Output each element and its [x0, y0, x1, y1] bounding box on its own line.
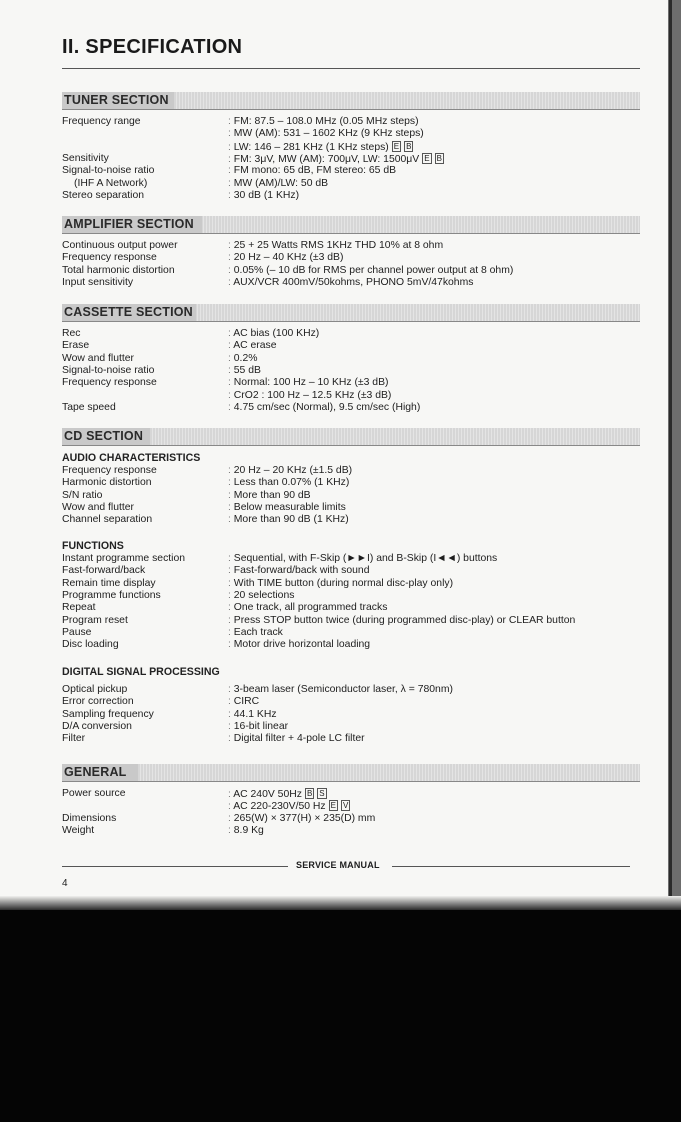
spec-key: Wow and flutter — [62, 352, 134, 364]
region-badge: B — [306, 789, 313, 798]
spec-key: Stereo separation — [62, 189, 145, 201]
spec-value-text: FM: 87.5 – 108.0 MHz (0.05 MHz steps) — [233, 116, 419, 127]
spec-key: Repeat — [62, 602, 96, 614]
spec-value-text: 20 selections — [233, 589, 295, 601]
spec-value-text: 25 + 25 Watts RMS 1KHz THD 10% at 8 ohm — [233, 240, 444, 251]
footer-rule-right — [392, 866, 630, 867]
spec-value-text: Below measurable limits — [233, 501, 346, 513]
spec-key: Signal-to-noise ratio — [62, 165, 155, 177]
spec-value — [228, 709, 277, 721]
spec-key: Tape speed — [62, 401, 116, 413]
tuner-section-header — [62, 92, 640, 110]
spec-value-text: AC 240V 50Hz — [233, 789, 302, 800]
spec-value-text: Normal: 100 Hz – 10 KHz (±3 dB) — [233, 377, 389, 389]
spec-value-text: More than 90 dB (1 KHz) — [233, 514, 349, 526]
region-badge: B — [406, 141, 412, 151]
spec-value — [228, 490, 311, 502]
spec-value — [228, 340, 277, 352]
region-badge: E — [393, 141, 400, 151]
spec-value — [228, 240, 443, 252]
spec-value — [228, 813, 375, 825]
amplifier-section-header — [62, 216, 640, 234]
spec-key: Remain time display — [62, 577, 156, 589]
spec-value — [228, 116, 419, 128]
spec-key: Pause — [62, 626, 92, 638]
spec-value — [228, 265, 513, 277]
spec-key: Input sensitivity — [62, 276, 134, 288]
spec-value — [228, 353, 257, 365]
spec-value-text: Press STOP button twice (during programmed disc-play) or CLEAR button — [233, 614, 576, 626]
spec-key: Sensitivity — [62, 152, 109, 164]
spec-value — [228, 684, 453, 696]
spec-key: Dimensions — [62, 812, 117, 824]
spec-key: Instant programme section — [62, 553, 186, 564]
cassette-section-label: CASSETTE SECTION — [64, 305, 193, 319]
spec-key: (IHF A Network) — [74, 177, 148, 189]
spec-value-text: 44.1 KHz — [233, 708, 277, 720]
spec-key: Sampling frequency — [62, 708, 154, 720]
spec-value-text: CrO2 : 100 Hz – 12.5 KHz (±3 dB) — [233, 389, 392, 401]
tuner-section-label: TUNER SECTION — [64, 93, 169, 107]
spec-key: Frequency response — [62, 252, 157, 264]
region-badge: S — [319, 789, 325, 798]
spec-value — [228, 190, 299, 202]
audio-characteristics-heading: AUDIO CHARACTERISTICS — [62, 452, 201, 464]
spec-value — [228, 365, 261, 377]
spec-value — [228, 721, 288, 733]
spec-value-text: Fast-forward/back with sound — [233, 565, 370, 577]
spec-value-text: FM: 3μV, MW (AM): 700μV, LW: 1500μV — [233, 153, 420, 165]
dsp-heading: DIGITAL SIGNAL PROCESSING — [62, 666, 220, 678]
spec-value — [228, 390, 391, 402]
page-edge-line — [669, 0, 672, 910]
spec-key: Channel separation — [62, 514, 153, 526]
spec-value-text: 20 Hz – 20 KHz (±1.5 dB) — [233, 465, 353, 476]
spec-value — [228, 696, 259, 708]
footer-rule-left — [62, 866, 288, 867]
spec-value-text: 4.75 cm/sec (Normal), 9.5 cm/sec (High) — [233, 401, 421, 413]
spec-value-text: AC bias (100 KHz) — [233, 328, 320, 339]
spec-key: Power source — [62, 788, 126, 799]
general-section-label: GENERAL — [64, 765, 127, 779]
spec-key: D/A conversion — [62, 720, 132, 732]
spec-value-text: 20 Hz – 40 KHz (±3 dB) — [233, 252, 344, 264]
spec-value-text: 30 dB (1 KHz) — [233, 189, 300, 201]
spec-value-text: With TIME button (during normal disc-play only) — [233, 577, 454, 589]
spec-key: Frequency response — [62, 377, 157, 389]
spec-key: Frequency response — [62, 465, 157, 476]
spec-value — [228, 733, 365, 745]
spec-key: Signal-to-noise ratio — [62, 364, 155, 376]
page-title: II. SPECIFICATION — [62, 36, 243, 58]
spec-key: Program reset — [62, 614, 128, 626]
spec-value — [228, 328, 319, 340]
spec-value — [228, 639, 370, 651]
amplifier-section-label: AMPLIFIER SECTION — [64, 217, 194, 231]
spec-value-text: AC 220-230V/50 Hz — [233, 801, 326, 813]
spec-value — [228, 578, 453, 590]
cd-section-header — [62, 428, 640, 446]
spec-key: Harmonic distortion — [62, 477, 152, 489]
spec-value — [228, 141, 413, 154]
spec-value — [228, 627, 283, 639]
spec-value — [228, 153, 444, 166]
region-badge: E — [424, 153, 430, 163]
spec-value — [228, 615, 575, 627]
spec-value-text: 16-bit linear — [233, 720, 289, 732]
spec-key: S/N ratio — [62, 489, 103, 501]
spec-value — [228, 502, 346, 514]
spec-value — [228, 788, 327, 801]
spec-value-text: Motor drive horizontal loading — [233, 639, 371, 651]
spec-value — [228, 590, 294, 602]
spec-value — [228, 165, 396, 177]
spec-value — [228, 514, 349, 526]
region-badge: E — [330, 801, 336, 811]
cassette-section-header — [62, 304, 640, 322]
functions-heading: FUNCTIONS — [62, 540, 124, 552]
spec-value — [228, 553, 497, 565]
spec-value-text: Digital filter + 4-pole LC filter — [233, 733, 365, 745]
spec-key: Frequency range — [62, 116, 141, 127]
spec-key: Filter — [62, 733, 86, 745]
spec-value — [228, 178, 328, 190]
spec-value-text: 3-beam laser (Semiconductor laser, λ = 780nm) — [233, 684, 453, 695]
spec-value-text: LW: 146 – 281 KHz (1 KHz steps) — [233, 141, 389, 153]
spec-value-text: 55 dB — [233, 364, 261, 376]
region-badge: V — [342, 801, 349, 811]
spec-value — [228, 825, 264, 837]
spec-value-text: AC erase — [233, 340, 277, 352]
spec-value-text: 0.05% (– 10 dB for RMS per channel power output at 8 ohm) — [233, 264, 514, 276]
footer-text: SERVICE MANUAL — [296, 860, 380, 870]
spec-value-text: FM mono: 65 dB, FM stereo: 65 dB — [233, 165, 397, 177]
spec-value — [228, 402, 420, 414]
cd-section-label: CD SECTION — [64, 429, 144, 443]
spec-key: Erase — [62, 340, 90, 352]
spec-key: Error correction — [62, 696, 134, 708]
page-number: 4 — [62, 878, 68, 889]
spec-value-text: AUX/VCR 400mV/50kohms, PHONO 5mV/47kohms — [233, 276, 474, 288]
spec-value-text: One track, all programmed tracks — [233, 602, 388, 614]
spec-value — [228, 465, 352, 477]
spec-key: Total harmonic distortion — [62, 264, 175, 276]
region-badge: B — [436, 153, 442, 163]
spec-value — [228, 252, 343, 264]
spec-value-text: Sequential, with F-Skip (►►I) and B-Skip (I◄◄) buttons — [233, 553, 498, 564]
title-rule — [62, 68, 640, 69]
spec-value — [228, 277, 473, 289]
spec-key: Programme functions — [62, 589, 161, 601]
spec-key: Fast-forward/back — [62, 565, 146, 577]
spec-value-text: CIRC — [233, 696, 260, 708]
spec-key: Optical pickup — [62, 684, 128, 695]
spec-key: Rec — [62, 328, 81, 339]
spec-value — [228, 565, 370, 577]
scan-background — [0, 910, 681, 1122]
spec-value — [228, 602, 387, 614]
scan-fade — [0, 896, 681, 910]
spec-value-text: Each track — [233, 626, 283, 638]
spec-value-text: 265(W) × 377(H) × 235(D) mm — [233, 812, 376, 824]
spec-value — [228, 128, 424, 140]
spec-value-text: 8.9 Kg — [233, 824, 264, 836]
spec-value-text: Less than 0.07% (1 KHz) — [233, 477, 350, 489]
spec-key: Wow and flutter — [62, 501, 134, 513]
general-section-header — [62, 764, 640, 782]
spec-value — [228, 477, 349, 489]
spec-value — [228, 800, 350, 813]
spec-value — [228, 377, 388, 389]
spec-value-text: MW (AM): 531 – 1602 KHz (9 KHz steps) — [233, 128, 424, 140]
spec-value-text: MW (AM)/LW: 50 dB — [233, 177, 329, 189]
spec-key: Weight — [62, 824, 95, 836]
spec-value-text: More than 90 dB — [233, 489, 311, 501]
spec-key: Continuous output power — [62, 240, 178, 251]
spec-key: Disc loading — [62, 639, 119, 651]
spec-value-text: 0.2% — [233, 352, 258, 364]
